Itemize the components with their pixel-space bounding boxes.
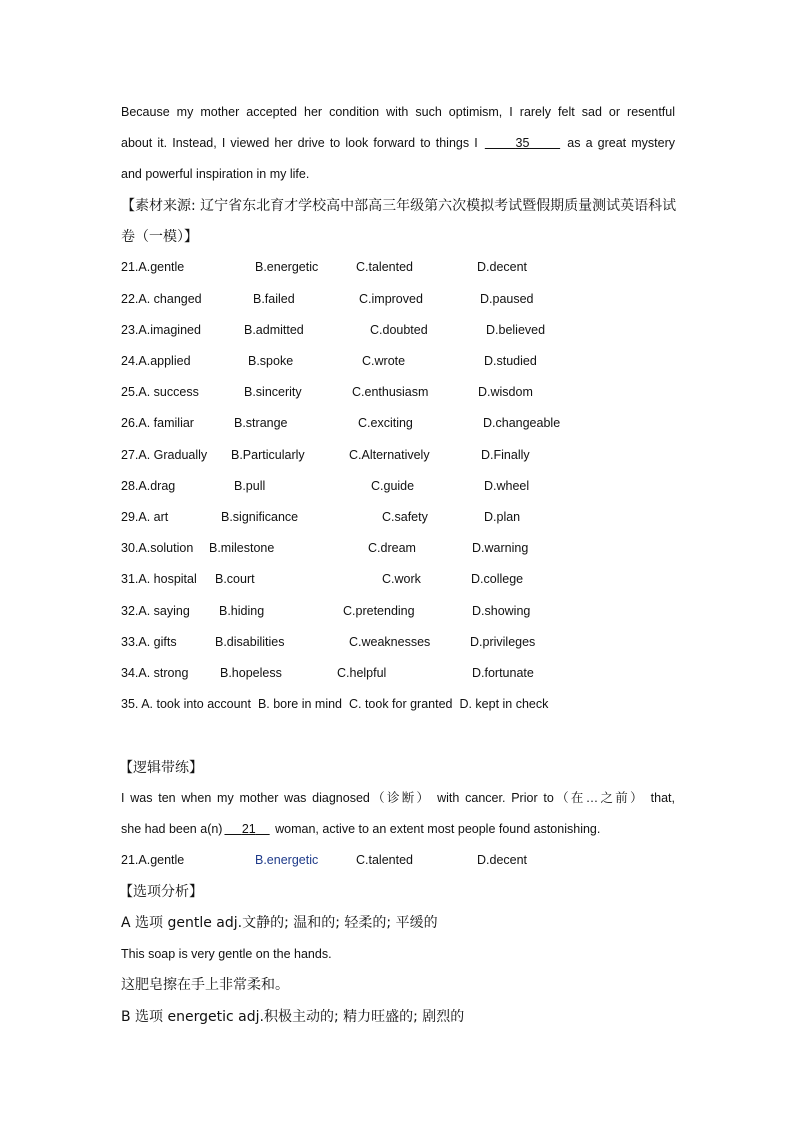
question-row-22 xyxy=(121,290,681,308)
option-a-text: A. familiar xyxy=(138,416,194,430)
option-d: D.believed xyxy=(486,323,546,337)
question-row-32 xyxy=(121,602,681,620)
option-c: C.weaknesses xyxy=(349,635,431,649)
option-a xyxy=(121,414,194,432)
analysis-b-definition: B 选项 energetic adj.积极主动的; 精力旺盛的; 剧烈的 xyxy=(121,1009,465,1025)
option-a-text: A. hospital xyxy=(138,572,197,586)
option-d: D.privileges xyxy=(470,635,536,649)
question-number: 28. xyxy=(121,479,139,493)
option-a xyxy=(121,664,188,682)
option-a xyxy=(121,602,190,620)
option-b: B.hiding xyxy=(219,604,265,618)
logic-question-row xyxy=(121,851,681,869)
blank-21-number: 21 xyxy=(241,822,256,836)
option-a xyxy=(121,539,193,557)
logic-option-a-text: A.gentle xyxy=(138,853,185,867)
option-b: B.court xyxy=(215,572,255,586)
option-b: B.energetic xyxy=(255,260,319,274)
question-row-26 xyxy=(121,414,681,432)
option-a xyxy=(121,258,184,276)
option-b: B.failed xyxy=(253,292,295,306)
question-row-25 xyxy=(121,383,681,401)
question-row-27 xyxy=(121,446,681,464)
option-c: C.talented xyxy=(356,260,413,274)
option-b: B.significance xyxy=(221,510,299,524)
option-a-text: A. Gradually xyxy=(138,448,208,462)
option-d: D.paused xyxy=(480,292,534,306)
option-a xyxy=(121,570,197,588)
option-d: D.plan xyxy=(484,510,521,524)
option-c: C.doubted xyxy=(370,323,428,337)
analysis-a-example-en: This soap is very gentle on the hands. xyxy=(121,947,332,961)
option-a-text: A. art xyxy=(138,510,169,524)
question-row-28 xyxy=(121,477,681,495)
option-b: B.pull xyxy=(234,479,266,493)
option-a: A. took into account xyxy=(141,697,251,711)
logic-question-number: 21. xyxy=(121,853,139,867)
option-d: D.college xyxy=(471,572,524,586)
option-num: 35. xyxy=(121,697,139,711)
option-b: B.sincerity xyxy=(244,385,302,399)
option-c: C.work xyxy=(382,572,421,586)
option-a-text: A. saying xyxy=(138,604,190,618)
option-c: C.dream xyxy=(368,541,416,555)
option-c: C.enthusiasm xyxy=(352,385,429,399)
logic-question-option-c: C.talented xyxy=(356,853,413,867)
option-b: B.Particularly xyxy=(231,448,305,462)
option-c: C.improved xyxy=(359,292,423,306)
option-a-text: A.gentle xyxy=(138,260,185,274)
question-row-34 xyxy=(121,664,681,682)
option-b: B. bore in mind xyxy=(257,697,343,711)
passage-line-1: Because my mother accepted her condition with such optimism, I rarely felt sad or resentful xyxy=(121,105,675,119)
logic-line-2-text-a: she had been a(n) xyxy=(121,822,223,836)
question-number: 22. xyxy=(121,292,139,306)
question-row-31 xyxy=(121,570,681,588)
option-d: D.warning xyxy=(472,541,529,555)
source-line-2: 卷（一模）】 xyxy=(121,229,198,245)
option-c: C. took for granted xyxy=(348,697,453,711)
logic-question-option-d: D.decent xyxy=(477,853,528,867)
option-b: B.milestone xyxy=(209,541,275,555)
option-c: C.helpful xyxy=(337,666,387,680)
option-d: D.changeable xyxy=(483,416,561,430)
option-b: B.disabilities xyxy=(215,635,285,649)
logic-line-2-text-b: woman, active to an extent most people found astonishing. xyxy=(275,822,601,836)
question-number: 31. xyxy=(121,572,139,586)
option-c: C.guide xyxy=(371,479,415,493)
option-b: B.spoke xyxy=(248,354,294,368)
option-d: D.Finally xyxy=(481,448,530,462)
question-number: 21. xyxy=(121,260,139,274)
question-row-35 xyxy=(121,695,681,713)
question-number: 29. xyxy=(121,510,139,524)
question-row-30 xyxy=(121,539,681,557)
option-d: D.decent xyxy=(477,260,528,274)
blank-35 xyxy=(483,136,562,150)
analysis-a-definition: A 选项 gentle adj.文静的; 温和的; 轻柔的; 平缓的 xyxy=(121,915,438,931)
passage-line-3: and powerful inspiration in my life. xyxy=(121,167,310,181)
question-row-33 xyxy=(121,633,681,651)
blank-35-number: 35 xyxy=(515,136,530,150)
question-number: 34. xyxy=(121,666,139,680)
option-a xyxy=(121,446,207,464)
passage-line-2 xyxy=(121,134,675,152)
option-a xyxy=(121,352,191,370)
option-a-text: A.solution xyxy=(138,541,194,555)
option-a xyxy=(121,321,201,339)
option-c: C.Alternatively xyxy=(349,448,430,462)
question-row-23 xyxy=(121,321,681,339)
option-c: C.exciting xyxy=(358,416,413,430)
option-a-text: A. strong xyxy=(138,666,189,680)
option-c: C.safety xyxy=(382,510,428,524)
option-a xyxy=(121,508,168,526)
logic-line-2 xyxy=(121,820,600,838)
option-a-text: A. gifts xyxy=(138,635,177,649)
question-number: 33. xyxy=(121,635,139,649)
logic-heading: 【逻辑带练】 xyxy=(119,760,203,776)
option-a-text: A. changed xyxy=(138,292,202,306)
question-number: 26. xyxy=(121,416,139,430)
question-number: 32. xyxy=(121,604,139,618)
option-d: D. kept in check xyxy=(459,697,549,711)
question-row-21 xyxy=(121,258,681,276)
question-number: 30. xyxy=(121,541,139,555)
analysis-heading: 【选项分析】 xyxy=(119,884,203,900)
question-row-24 xyxy=(121,352,681,370)
option-b: B.hopeless xyxy=(220,666,282,680)
passage-line-2-text-a: about it. Instead, I viewed her drive to look forward to things I xyxy=(121,136,478,150)
blank-21 xyxy=(222,822,271,836)
option-d: D.wheel xyxy=(484,479,530,493)
option-a-text: A.imagined xyxy=(138,323,201,337)
option-b: B.admitted xyxy=(244,323,304,337)
option-a-text: A.applied xyxy=(138,354,191,368)
logic-question-option-b: B.energetic xyxy=(255,853,319,867)
option-b: B.strange xyxy=(234,416,288,430)
analysis-a-example-zh: 这肥皂擦在手上非常柔和。 xyxy=(121,977,289,993)
option-a-text: A. success xyxy=(138,385,199,399)
option-d: D.fortunate xyxy=(472,666,534,680)
option-a xyxy=(121,633,177,651)
question-number: 25. xyxy=(121,385,139,399)
option-a xyxy=(121,383,199,401)
logic-line-1: I was ten when my mother was diagnosed（诊断） with cancer. Prior to（在…之前） that, xyxy=(121,791,675,805)
option-a-text: A.drag xyxy=(138,479,176,493)
question-number: 24. xyxy=(121,354,139,368)
option-d: D.studied xyxy=(484,354,537,368)
option-c: C.wrote xyxy=(362,354,406,368)
option-d: D.showing xyxy=(472,604,531,618)
option-c: C.pretending xyxy=(343,604,415,618)
question-number: 23. xyxy=(121,323,139,337)
logic-question-option-a xyxy=(121,851,184,869)
option-a xyxy=(121,290,202,308)
question-options-inline xyxy=(121,695,548,713)
passage-line-2-text-b: as a great mystery xyxy=(567,136,675,150)
option-a xyxy=(121,477,175,495)
source-line-1: 【素材来源: 辽宁省东北育才学校高中部高三年级第六次模拟考试暨假期质量测试英语科试 xyxy=(121,198,677,214)
question-number: 27. xyxy=(121,448,139,462)
question-row-29 xyxy=(121,508,681,526)
option-d: D.wisdom xyxy=(478,385,533,399)
